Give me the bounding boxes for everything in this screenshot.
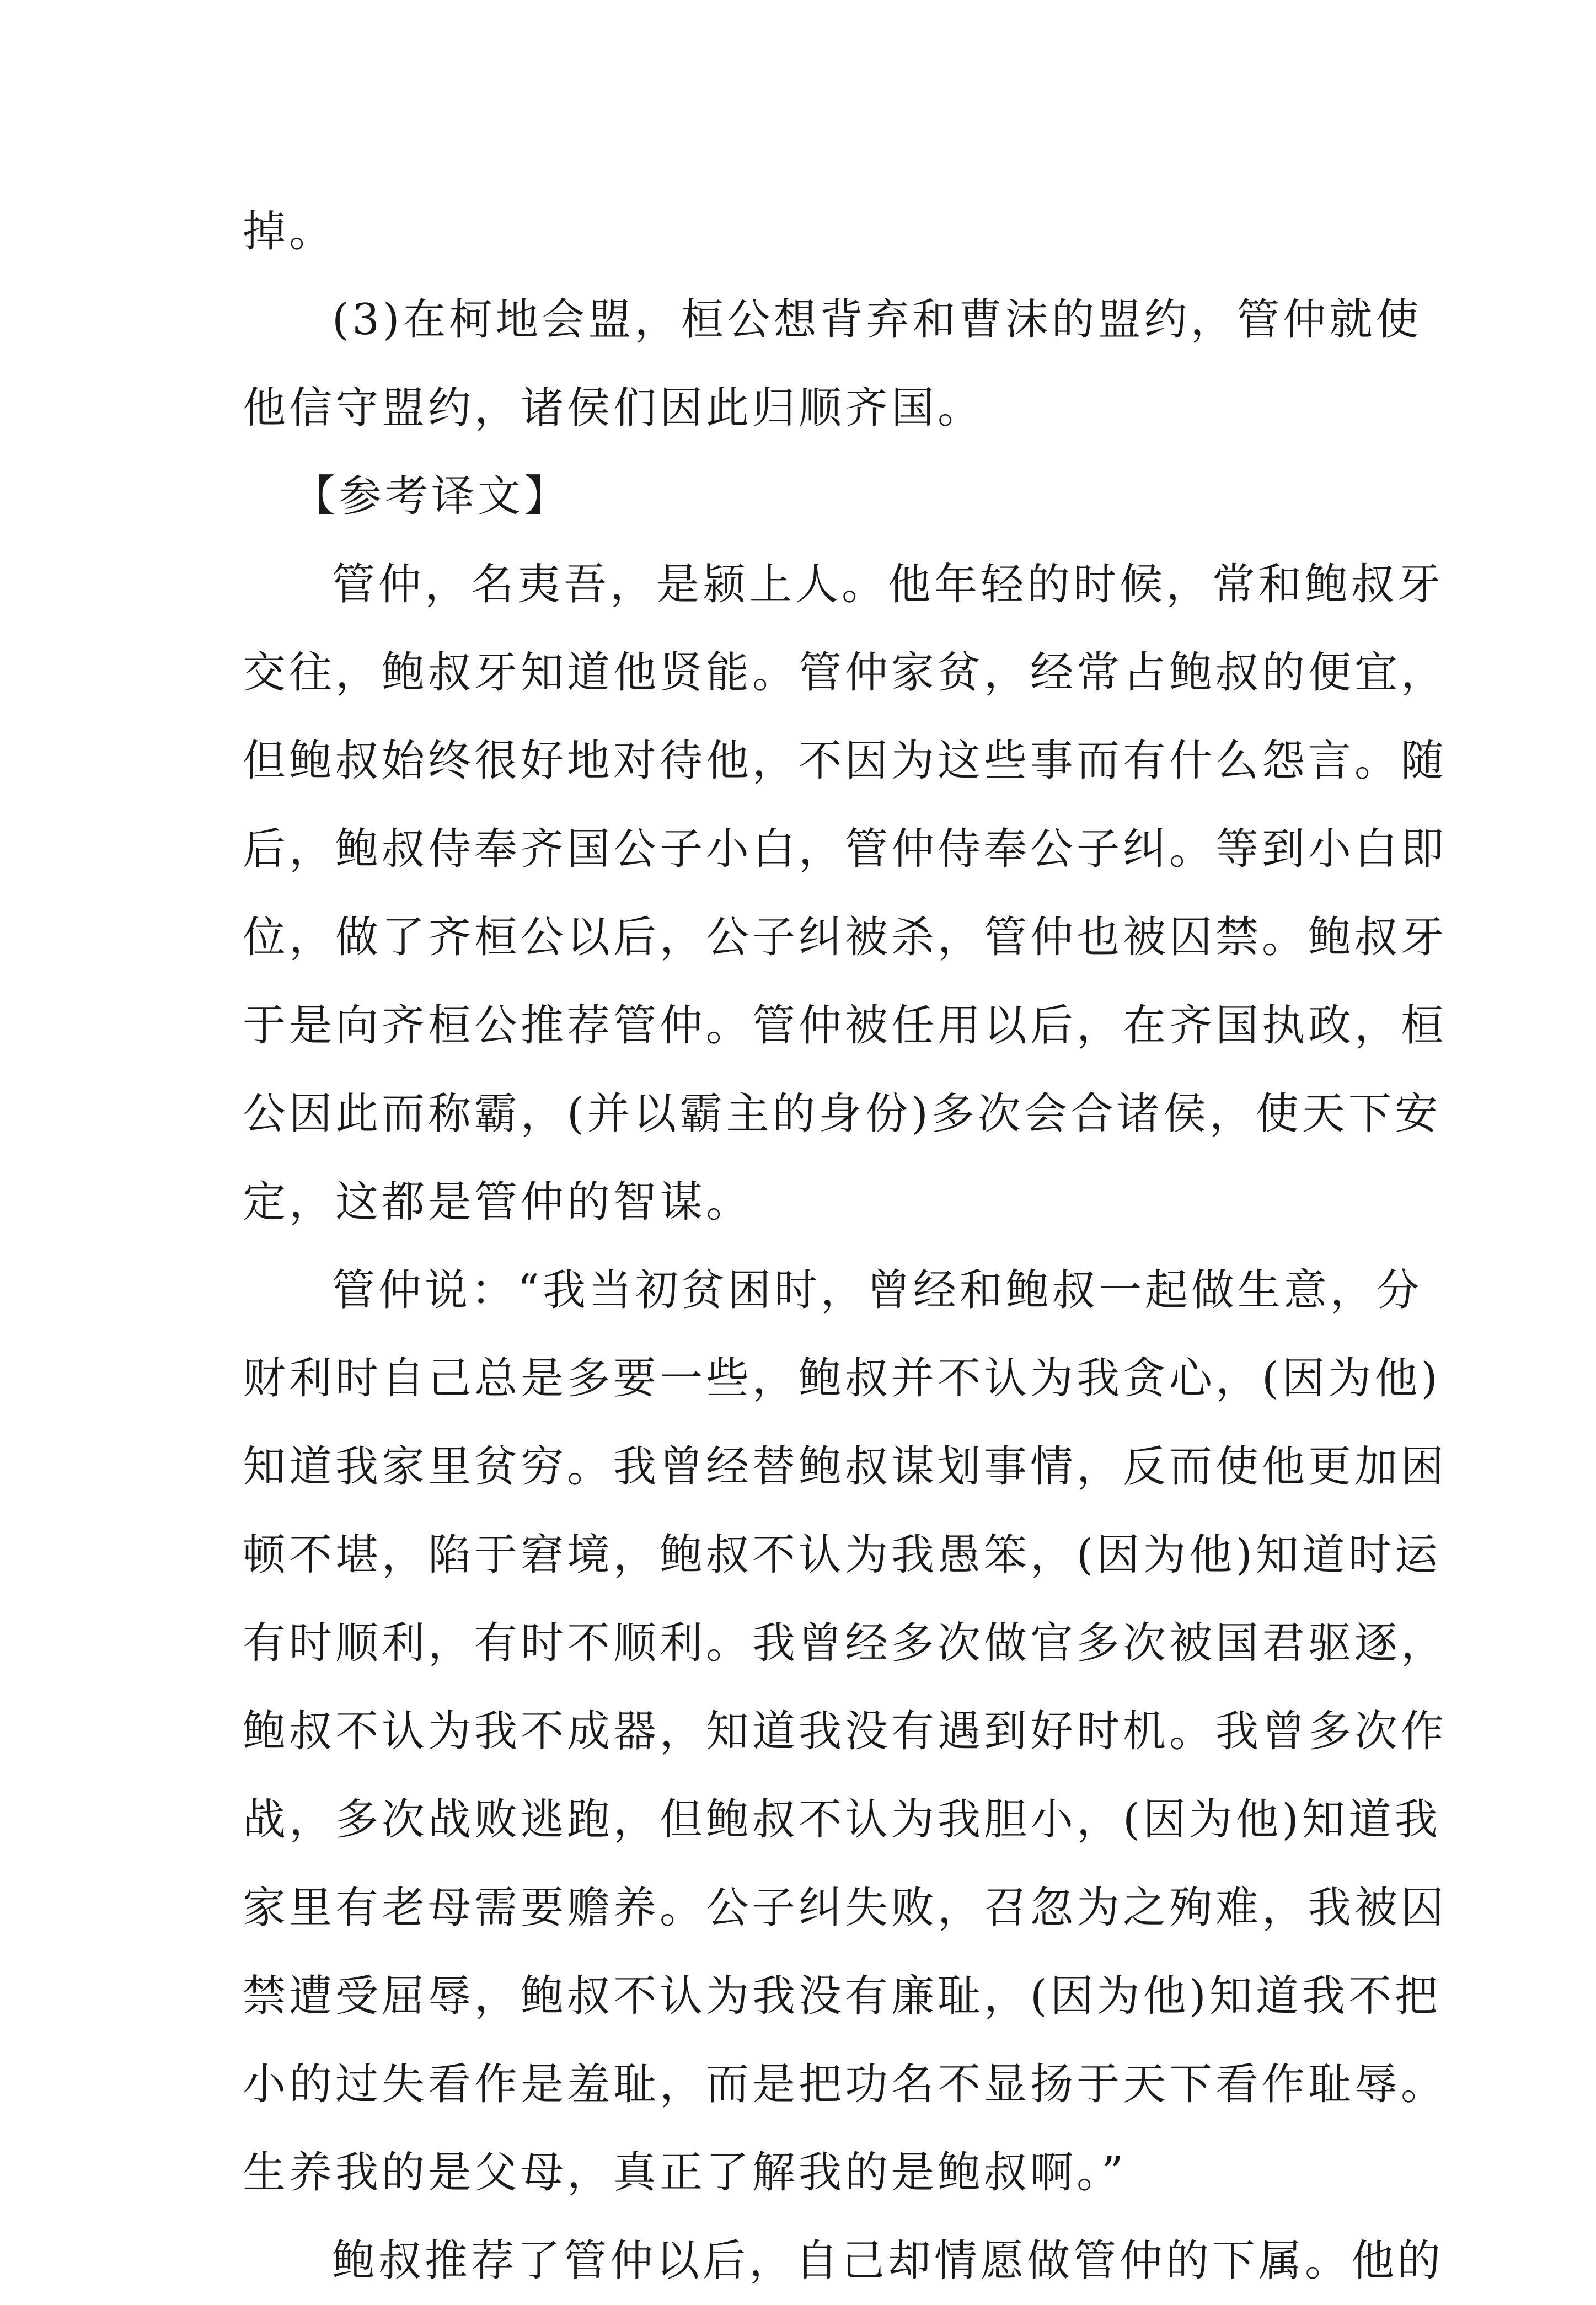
text-line: 定，这都是管仲的智谋。 bbox=[243, 1177, 753, 1227]
text-line: 财利时自己总是多要一些，鲍叔并不认为我贪心，(因为他) bbox=[243, 1354, 1441, 1403]
text-line: 知道我家里贫穷。我曾经替鲍叔谋划事情，反而使他更加困 bbox=[243, 1442, 1448, 1492]
text-line: 管仲，名夷吾，是颍上人。他年轻的时候，常和鲍叔牙 bbox=[332, 560, 1444, 609]
paragraph-note-3 bbox=[243, 276, 1422, 452]
text-line: 顿不堪，陷于窘境，鲍叔不认为我愚笨，(因为他)知道时运 bbox=[243, 1530, 1441, 1580]
text-line: 鲍叔推荐了管仲以后，自己却情愿做管仲的下属。他的 bbox=[332, 2236, 1444, 2286]
heading-text: 【参考译文】 bbox=[292, 471, 571, 521]
text-line: 掉。 bbox=[243, 207, 336, 256]
text-line: 后，鲍叔侍奉齐国公子小白，管仲侍奉公子纠。等到小白即 bbox=[243, 824, 1448, 874]
text-line: 但鲍叔始终很好地对待他，不因为这些事而有什么怨言。随 bbox=[243, 736, 1448, 786]
section-heading bbox=[243, 452, 1390, 540]
text-line: 小的过失看作是羞耻，而是把功名不显扬于天下看作耻辱。 bbox=[243, 2060, 1448, 2109]
text-line: 位，做了齐桓公以后，公子纠被杀，管仲也被囚禁。鲍叔牙 bbox=[243, 913, 1448, 962]
text-line: 公因此而称霸，(并以霸主的身份)多次会合诸侯，使天下安 bbox=[243, 1089, 1441, 1139]
text-line: 家里有老母需要赡养。公子纠失败，召忽为之殉难，我被囚 bbox=[243, 1883, 1448, 1933]
text-line: 禁遭受屈辱，鲍叔不认为我没有廉耻，(因为他)知道我不把 bbox=[243, 1971, 1441, 2021]
text-line: 管仲说：“我当初贫困时，曾经和鲍叔一起做生意，分 bbox=[332, 1266, 1423, 1315]
text-line: 战，多次战败逃跑，但鲍叔不认为我胆小，(因为他)知道我 bbox=[243, 1795, 1441, 1845]
text-line: 鲍叔不认为我不成器，知道我没有遇到好时机。我曾多次作 bbox=[243, 1707, 1448, 1756]
paragraph-fragment-end bbox=[243, 187, 1390, 276]
text-line: 交往，鲍叔牙知道他贤能。管仲家贫，经常占鲍叔的便宜， bbox=[243, 648, 1448, 698]
paragraph-translation-2 bbox=[243, 1246, 1448, 2217]
text-line: 他信守盟约，诸侯们因此归顺齐国。 bbox=[243, 383, 984, 433]
document-body bbox=[243, 187, 1448, 2305]
text-line: (3)在柯地会盟，桓公想背弃和曹沫的盟约，管仲就使 bbox=[332, 295, 1422, 345]
paragraph-translation-3 bbox=[243, 2217, 1444, 2305]
text-line: 有时顺利，有时不顺利。我曾经多次做官多次被国君驱逐， bbox=[243, 1618, 1448, 1668]
text-line: 生养我的是父母，真正了解我的是鲍叔啊。” bbox=[243, 2148, 1127, 2197]
paragraph-translation-1 bbox=[243, 540, 1448, 1246]
text-line: 于是向齐桓公推荐管仲。管仲被任用以后，在齐国执政，桓 bbox=[243, 1001, 1448, 1050]
